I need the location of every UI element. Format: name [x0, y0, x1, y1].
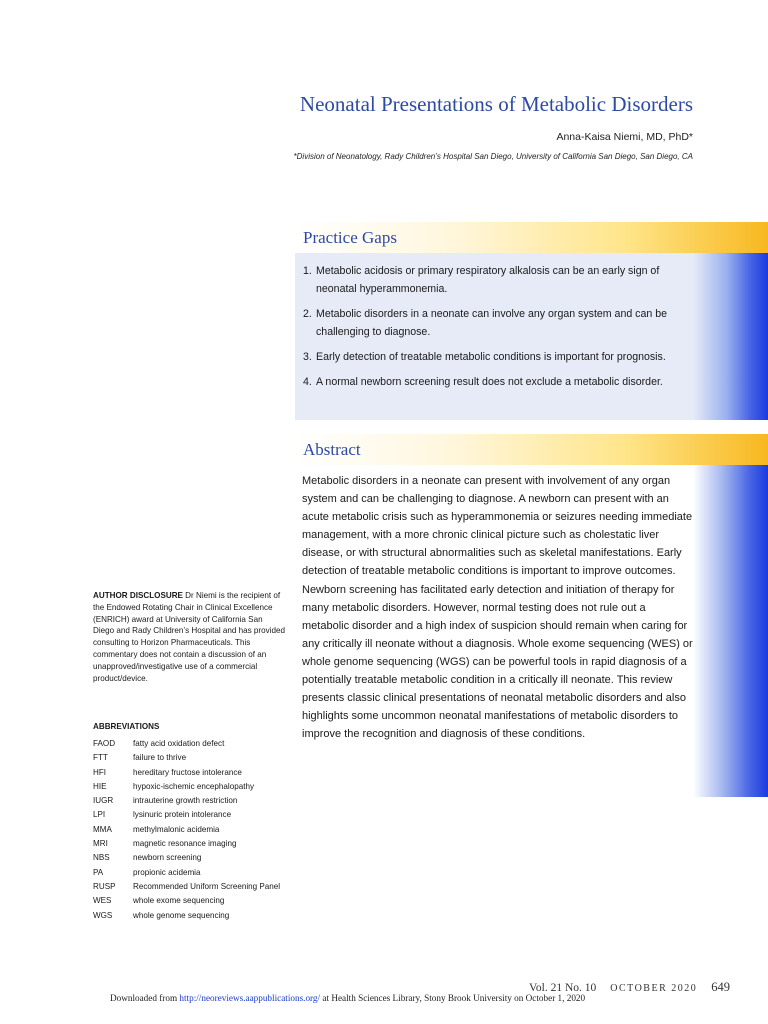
abbreviation-term: FAOD [93, 739, 116, 748]
abbreviation-row [93, 780, 288, 794]
abbreviation-definition: newborn screening [133, 853, 202, 863]
abbreviation-definition: propionic acidemia [133, 867, 201, 877]
abbreviation-term: HIE [93, 781, 107, 791]
abbreviation-definition: Recommended Uniform Screening Panel [133, 881, 281, 891]
abbreviation-term: HFI [93, 767, 107, 777]
abbreviation-row [93, 751, 288, 765]
abbreviation-row [93, 894, 288, 908]
abbreviation-term: WGS [93, 910, 113, 920]
abbreviation-term: MMA [93, 824, 112, 834]
abbreviation-row [93, 808, 288, 822]
abbreviation-definition: fatty acid oxidation defect [133, 739, 225, 748]
practice-gaps-header-bar [295, 222, 768, 253]
download-notice [110, 993, 585, 1003]
abstract-heading: Abstract [303, 440, 361, 459]
abbreviation-term: MRI [93, 839, 108, 849]
journal-volume: Vol. 21 No. 10 [529, 982, 597, 994]
practice-gap-number: 1. [303, 265, 312, 277]
practice-gaps-heading: Practice Gaps [303, 228, 397, 247]
abbreviation-definition: intrauterine growth restriction [133, 796, 238, 806]
abbreviation-row [93, 880, 288, 894]
abbreviation-definition: lysinuric protein intolerance [133, 810, 232, 820]
abbreviation-row [93, 823, 288, 837]
abbreviation-row [93, 851, 288, 865]
practice-gap-item [303, 348, 698, 366]
abbreviation-term: FTT [93, 753, 108, 763]
practice-gaps-box [295, 222, 768, 420]
abbreviation-term: PA [93, 867, 104, 877]
practice-gap-text: A normal newborn screening result does not exclude a metabolic disorder. [316, 376, 663, 388]
abbreviation-definition: failure to thrive [133, 753, 187, 763]
abstract-side-gradient [693, 465, 768, 797]
abbreviation-definition: methylmalonic acidemia [133, 824, 220, 834]
abstract-header-bar [295, 434, 768, 465]
practice-gap-text: Metabolic disorders in a neonate can involve any organ system and can be challenging to diagnose. [316, 308, 667, 338]
author-affiliation: *Division of Neonatology, Rady Children’s Hospital San Diego, University of California San Diego, San Diego, CA [293, 152, 693, 161]
abbreviation-row [93, 794, 288, 808]
abbreviation-term: IUGR [93, 796, 114, 806]
author-disclosure [93, 590, 285, 684]
abbreviation-definition: whole exome sequencing [133, 896, 225, 906]
practice-gap-number: 3. [303, 351, 312, 363]
download-source-link[interactable]: http://neoreviews.aappublications.org/ [179, 993, 321, 1003]
abbreviation-definition: magnetic resonance imaging [133, 839, 237, 849]
abbreviation-definition: hypoxic-ischemic encephalopathy [133, 781, 255, 791]
practice-gap-number: 2. [303, 308, 312, 320]
practice-gap-item [303, 262, 698, 298]
author-disclosure-text: Dr Niemi is the recipient of the Endowed Rotating Chair in Clinical Excellence (ENRICH) award at University of California San Diego and Rady Children’s Hospital and has provided consulting to Horizon Pharmaceuticals. This commentary does not contain a discussion of an unapproved/investigative use of a commercial product/device. [93, 591, 285, 683]
author-name: Anna-Kaisa Niemi, MD, PhD* [556, 131, 693, 143]
abbreviations-list [93, 737, 288, 923]
article-title: Neonatal Presentations of Metabolic Disorders [299, 92, 693, 116]
practice-gap-text: Early detection of treatable metabolic conditions is important for prognosis. [316, 351, 666, 363]
abbreviation-row [93, 866, 288, 880]
abbreviation-row [93, 837, 288, 851]
abbreviation-term: WES [93, 896, 112, 906]
journal-date: OCTOBER 2020 [610, 983, 698, 994]
practice-gaps-list [303, 262, 698, 398]
page-number: 649 [711, 980, 730, 994]
abbreviation-definition: hereditary fructose intolerance [133, 767, 242, 777]
download-notice-suffix: at Health Sciences Library, Stony Brook University on October 1, 2020 [320, 993, 586, 1003]
abbreviation-row [93, 766, 288, 780]
abstract-text: Metabolic disorders in a neonate can present with involvement of any organ system and can be challenging to diagnose. A newborn can present with an acute metabolic crisis such as hyperammonemia or seizures needing immediate management, with a more chronic clinical picture such as cholestatic liver disease, or with structural abnormalities such as skeletal manifestations. Early detection of treatable metabolic conditions is important to improve outcomes. Newborn screening has facilitated early detection and initiation of therapy for many metabolic disorders. However, normal testing does not rule out a metabolic disorder and a high index of suspicion should remain when caring for any critically ill neonate without a diagnosis. Whole exome sequencing (WES) or whole genome sequencing (WGS) can be powerful tools in rapid diagnosis of a potentially treatable metabolic condition in a critically ill neonate. This review presents classic clinical presentations of neonatal metabolic disorders and also highlights some uncommon neonatal manifestations of metabolic disorders to improve the recognition and diagnosis of these conditions. [302, 475, 693, 741]
practice-gap-item [303, 305, 698, 341]
author-disclosure-label: AUTHOR DISCLOSURE [93, 591, 183, 600]
abbreviation-term: NBS [93, 853, 110, 863]
abbreviation-row [93, 737, 288, 751]
download-notice-prefix: Downloaded from [110, 993, 180, 1003]
abbreviation-definition: whole genome sequencing [133, 910, 230, 920]
abbreviation-term: LPI [93, 810, 106, 820]
practice-gap-number: 4. [303, 376, 312, 388]
practice-gap-text: Metabolic acidosis or primary respiratory alkalosis can be an early sign of neonatal hyperammonemia. [316, 265, 660, 295]
practice-gaps-side-gradient [693, 253, 768, 420]
abbreviation-term: RUSP [93, 881, 116, 891]
abbreviations-heading: ABBREVIATIONS [93, 722, 160, 731]
abbreviation-row [93, 909, 288, 923]
practice-gap-item [303, 373, 698, 391]
